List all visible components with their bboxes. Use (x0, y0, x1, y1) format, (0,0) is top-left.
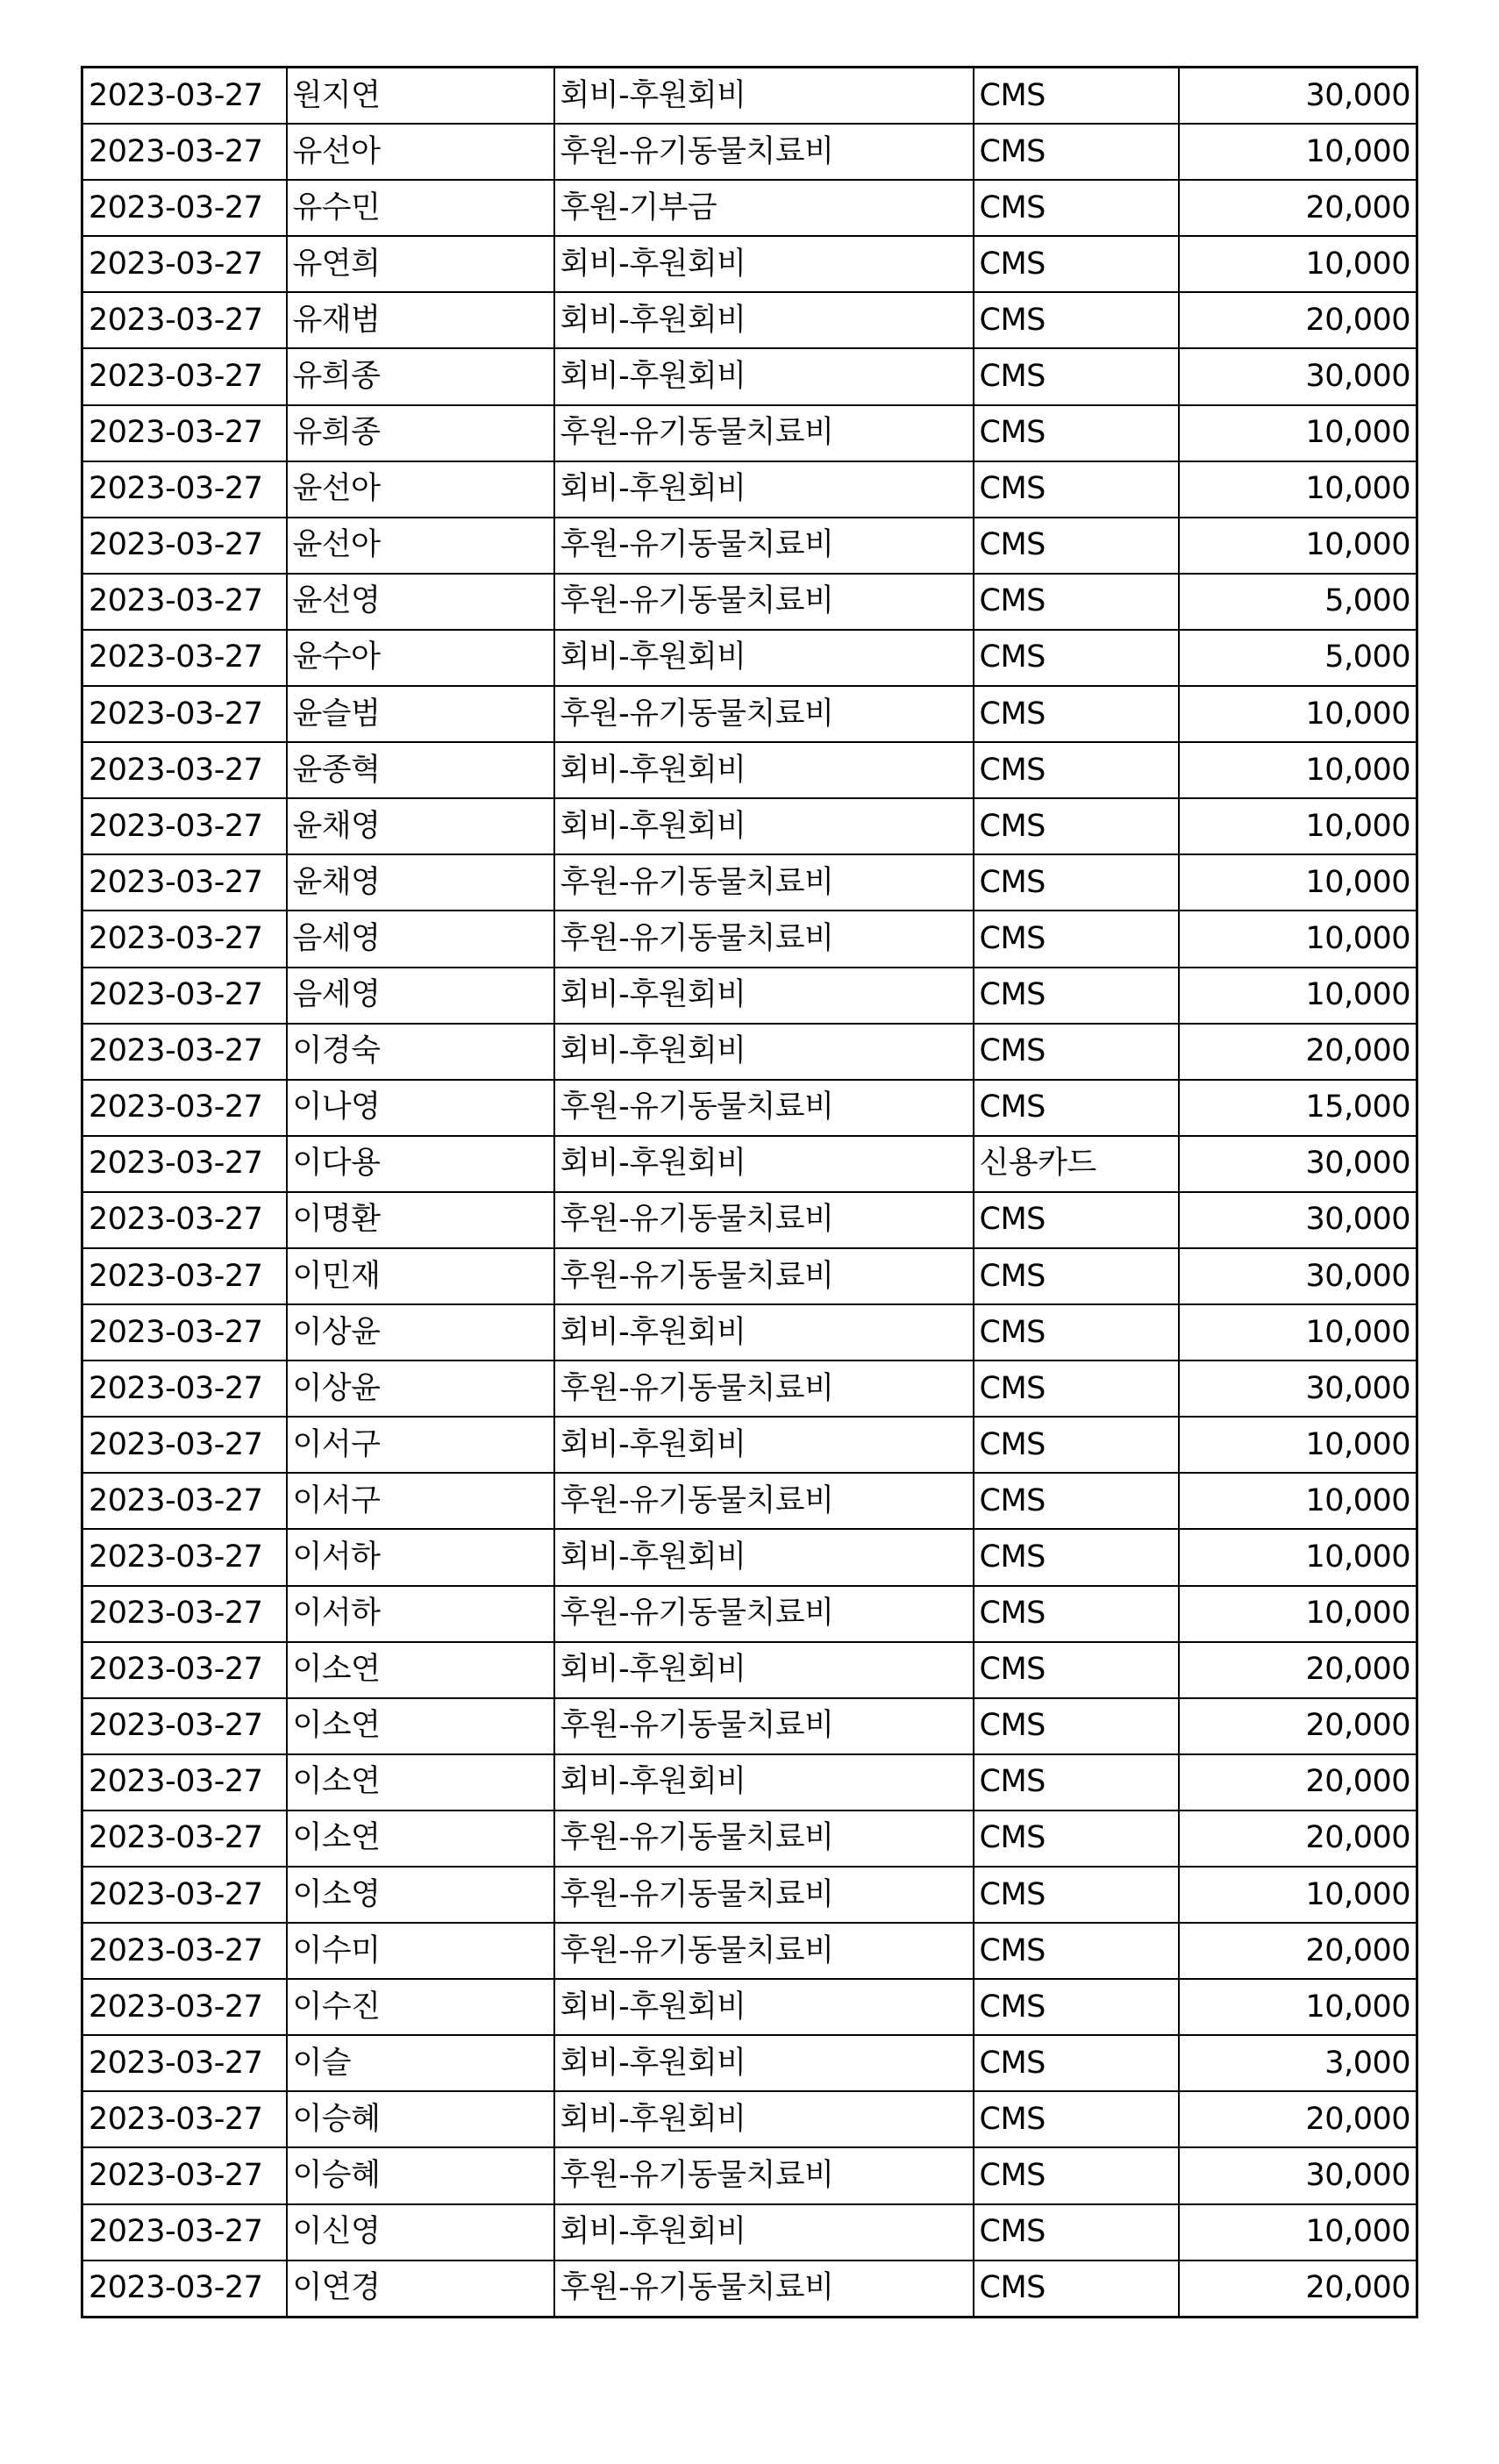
payment-method-cell: CMS (974, 1979, 1179, 2035)
payment-method-cell: CMS (974, 292, 1179, 348)
payment-method-cell: CMS (974, 1586, 1179, 1642)
payment-method-cell: CMS (974, 236, 1179, 292)
date-cell: 2023-03-27 (82, 1024, 287, 1080)
amount-cell: 10,000 (1179, 1979, 1417, 2035)
payment-method-cell: CMS (974, 2147, 1179, 2203)
category-cell: 후원-유기동물치료비 (554, 911, 974, 967)
date-cell: 2023-03-27 (82, 686, 287, 742)
amount-cell: 5,000 (1179, 574, 1417, 630)
payment-method-cell: CMS (974, 1417, 1179, 1473)
donor-name-cell: 유수민 (287, 180, 554, 236)
payment-method-cell: CMS (974, 1473, 1179, 1529)
category-cell: 회비-후원회비 (554, 2204, 974, 2260)
payment-method-cell: 신용카드 (974, 1136, 1179, 1192)
amount-cell: 10,000 (1179, 1473, 1417, 1529)
date-cell: 2023-03-27 (82, 1361, 287, 1417)
amount-cell: 20,000 (1179, 1024, 1417, 1080)
donor-name-cell: 이명환 (287, 1192, 554, 1248)
amount-cell: 10,000 (1179, 854, 1417, 911)
donor-name-cell: 이서구 (287, 1473, 554, 1529)
amount-cell: 20,000 (1179, 1642, 1417, 1698)
donor-name-cell: 윤채영 (287, 798, 554, 854)
payment-method-cell: CMS (974, 2204, 1179, 2260)
category-cell: 회비-후원회비 (554, 68, 974, 125)
date-cell: 2023-03-27 (82, 854, 287, 911)
date-cell: 2023-03-27 (82, 461, 287, 518)
table-row (82, 124, 1417, 180)
category-cell: 후원-유기동물치료비 (554, 518, 974, 574)
date-cell: 2023-03-27 (82, 1754, 287, 1811)
table-row (82, 2204, 1417, 2260)
payment-method-cell: CMS (974, 798, 1179, 854)
category-cell: 후원-유기동물치료비 (554, 2260, 974, 2318)
donor-name-cell: 이수미 (287, 1923, 554, 1979)
amount-cell: 10,000 (1179, 968, 1417, 1024)
date-cell: 2023-03-27 (82, 1136, 287, 1192)
payment-method-cell: CMS (974, 180, 1179, 236)
category-cell: 회비-후원회비 (554, 798, 974, 854)
table-row (82, 1192, 1417, 1248)
amount-cell: 20,000 (1179, 2260, 1417, 2318)
amount-cell: 10,000 (1179, 1304, 1417, 1361)
amount-cell: 15,000 (1179, 1080, 1417, 1136)
payment-method-cell: CMS (974, 2260, 1179, 2318)
table-row (82, 1811, 1417, 1867)
amount-cell: 10,000 (1179, 461, 1417, 518)
table-row (82, 630, 1417, 686)
category-cell: 후원-유기동물치료비 (554, 405, 974, 461)
date-cell: 2023-03-27 (82, 2260, 287, 2318)
table-row (82, 292, 1417, 348)
amount-cell: 10,000 (1179, 1529, 1417, 1585)
payment-method-cell: CMS (974, 1811, 1179, 1867)
payment-method-cell: CMS (974, 1529, 1179, 1585)
amount-cell: 30,000 (1179, 1136, 1417, 1192)
date-cell: 2023-03-27 (82, 574, 287, 630)
amount-cell: 10,000 (1179, 2204, 1417, 2260)
category-cell: 후원-유기동물치료비 (554, 854, 974, 911)
date-cell: 2023-03-27 (82, 1248, 287, 1304)
category-cell: 후원-유기동물치료비 (554, 1248, 974, 1304)
category-cell: 후원-유기동물치료비 (554, 1923, 974, 1979)
table-row (82, 1080, 1417, 1136)
amount-cell: 30,000 (1179, 68, 1417, 125)
date-cell: 2023-03-27 (82, 798, 287, 854)
payment-method-cell: CMS (974, 1361, 1179, 1417)
amount-cell: 20,000 (1179, 1754, 1417, 1811)
category-cell: 회비-후원회비 (554, 742, 974, 798)
date-cell: 2023-03-27 (82, 348, 287, 404)
payment-method-cell: CMS (974, 1304, 1179, 1361)
category-cell: 후원-유기동물치료비 (554, 1811, 974, 1867)
date-cell: 2023-03-27 (82, 1080, 287, 1136)
table-row (82, 518, 1417, 574)
payment-method-cell: CMS (974, 461, 1179, 518)
donor-name-cell: 이승혜 (287, 2147, 554, 2203)
category-cell: 후원-유기동물치료비 (554, 1192, 974, 1248)
donor-name-cell: 윤채영 (287, 854, 554, 911)
date-cell: 2023-03-27 (82, 911, 287, 967)
amount-cell: 10,000 (1179, 1417, 1417, 1473)
donation-ledger-table (81, 66, 1418, 2318)
category-cell: 회비-후원회비 (554, 292, 974, 348)
table-row (82, 1529, 1417, 1585)
payment-method-cell: CMS (974, 348, 1179, 404)
category-cell: 회비-후원회비 (554, 461, 974, 518)
table-row (82, 180, 1417, 236)
table-row (82, 1248, 1417, 1304)
table-row (82, 1642, 1417, 1698)
amount-cell: 30,000 (1179, 1361, 1417, 1417)
donor-name-cell: 이나영 (287, 1080, 554, 1136)
table-row (82, 911, 1417, 967)
donor-name-cell: 이서하 (287, 1586, 554, 1642)
payment-method-cell: CMS (974, 1698, 1179, 1754)
date-cell: 2023-03-27 (82, 1811, 287, 1867)
amount-cell: 10,000 (1179, 686, 1417, 742)
amount-cell: 30,000 (1179, 1248, 1417, 1304)
donor-name-cell: 이소연 (287, 1811, 554, 1867)
table-row (82, 1304, 1417, 1361)
payment-method-cell: CMS (974, 630, 1179, 686)
category-cell: 후원-유기동물치료비 (554, 574, 974, 630)
donor-name-cell: 원지연 (287, 68, 554, 125)
donor-name-cell: 이승혜 (287, 2091, 554, 2147)
payment-method-cell: CMS (974, 1642, 1179, 1698)
table-row (82, 1417, 1417, 1473)
payment-method-cell: CMS (974, 1192, 1179, 1248)
amount-cell: 10,000 (1179, 1867, 1417, 1923)
table-row (82, 1361, 1417, 1417)
amount-cell: 10,000 (1179, 518, 1417, 574)
date-cell: 2023-03-27 (82, 742, 287, 798)
payment-method-cell: CMS (974, 518, 1179, 574)
table-row (82, 854, 1417, 911)
amount-cell: 20,000 (1179, 1811, 1417, 1867)
table-row (82, 1923, 1417, 1979)
category-cell: 후원-유기동물치료비 (554, 1698, 974, 1754)
table-row (82, 405, 1417, 461)
category-cell: 회비-후원회비 (554, 2035, 974, 2091)
category-cell: 회비-후원회비 (554, 2091, 974, 2147)
category-cell: 회비-후원회비 (554, 1304, 974, 1361)
donor-name-cell: 이민재 (287, 1248, 554, 1304)
category-cell: 회비-후원회비 (554, 630, 974, 686)
donor-name-cell: 윤종혁 (287, 742, 554, 798)
date-cell: 2023-03-27 (82, 1304, 287, 1361)
date-cell: 2023-03-27 (82, 1979, 287, 2035)
date-cell: 2023-03-27 (82, 2204, 287, 2260)
payment-method-cell: CMS (974, 1867, 1179, 1923)
amount-cell: 30,000 (1179, 1192, 1417, 1248)
donor-name-cell: 이연경 (287, 2260, 554, 2318)
donor-name-cell: 음세영 (287, 968, 554, 1024)
table-row (82, 68, 1417, 125)
payment-method-cell: CMS (974, 574, 1179, 630)
category-cell: 후원-유기동물치료비 (554, 1586, 974, 1642)
donor-name-cell: 이상윤 (287, 1361, 554, 1417)
payment-method-cell: CMS (974, 1080, 1179, 1136)
date-cell: 2023-03-27 (82, 1867, 287, 1923)
date-cell: 2023-03-27 (82, 1529, 287, 1585)
table-row (82, 2035, 1417, 2091)
date-cell: 2023-03-27 (82, 1417, 287, 1473)
donor-name-cell: 이슬 (287, 2035, 554, 2091)
payment-method-cell: CMS (974, 854, 1179, 911)
table-row (82, 1586, 1417, 1642)
donor-name-cell: 이경숙 (287, 1024, 554, 1080)
table-row (82, 1754, 1417, 1811)
category-cell: 회비-후원회비 (554, 1136, 974, 1192)
donor-name-cell: 음세영 (287, 911, 554, 967)
donor-name-cell: 윤선영 (287, 574, 554, 630)
category-cell: 회비-후원회비 (554, 1529, 974, 1585)
amount-cell: 30,000 (1179, 2147, 1417, 2203)
donor-name-cell: 유선아 (287, 124, 554, 180)
donor-name-cell: 윤선아 (287, 518, 554, 574)
date-cell: 2023-03-27 (82, 2147, 287, 2203)
payment-method-cell: CMS (974, 2091, 1179, 2147)
table-row (82, 461, 1417, 518)
table-row (82, 2147, 1417, 2203)
donor-name-cell: 윤수아 (287, 630, 554, 686)
category-cell: 후원-유기동물치료비 (554, 2147, 974, 2203)
date-cell: 2023-03-27 (82, 1923, 287, 1979)
amount-cell: 5,000 (1179, 630, 1417, 686)
category-cell: 회비-후원회비 (554, 1417, 974, 1473)
category-cell: 후원-유기동물치료비 (554, 1473, 974, 1529)
category-cell: 회비-후원회비 (554, 236, 974, 292)
donor-name-cell: 이서하 (287, 1529, 554, 1585)
category-cell: 회비-후원회비 (554, 1642, 974, 1698)
payment-method-cell: CMS (974, 911, 1179, 967)
table-row (82, 1024, 1417, 1080)
date-cell: 2023-03-27 (82, 630, 287, 686)
date-cell: 2023-03-27 (82, 124, 287, 180)
amount-cell: 10,000 (1179, 236, 1417, 292)
ledger-body (82, 68, 1417, 2318)
donor-name-cell: 이소영 (287, 1867, 554, 1923)
payment-method-cell: CMS (974, 1024, 1179, 1080)
amount-cell: 20,000 (1179, 2091, 1417, 2147)
date-cell: 2023-03-27 (82, 1473, 287, 1529)
table-row (82, 1867, 1417, 1923)
amount-cell: 30,000 (1179, 348, 1417, 404)
table-row (82, 236, 1417, 292)
amount-cell: 20,000 (1179, 292, 1417, 348)
payment-method-cell: CMS (974, 742, 1179, 798)
category-cell: 후원-기부금 (554, 180, 974, 236)
date-cell: 2023-03-27 (82, 1192, 287, 1248)
category-cell: 회비-후원회비 (554, 968, 974, 1024)
date-cell: 2023-03-27 (82, 236, 287, 292)
date-cell: 2023-03-27 (82, 2035, 287, 2091)
payment-method-cell: CMS (974, 2035, 1179, 2091)
amount-cell: 20,000 (1179, 1923, 1417, 1979)
payment-method-cell: CMS (974, 68, 1179, 125)
table-row (82, 798, 1417, 854)
donor-name-cell: 윤선아 (287, 461, 554, 518)
date-cell: 2023-03-27 (82, 1586, 287, 1642)
date-cell: 2023-03-27 (82, 292, 287, 348)
donor-name-cell: 이소연 (287, 1754, 554, 1811)
amount-cell: 10,000 (1179, 742, 1417, 798)
amount-cell: 20,000 (1179, 1698, 1417, 1754)
table-row (82, 2091, 1417, 2147)
category-cell: 후원-유기동물치료비 (554, 1080, 974, 1136)
payment-method-cell: CMS (974, 1754, 1179, 1811)
category-cell: 회비-후원회비 (554, 1024, 974, 1080)
payment-method-cell: CMS (974, 124, 1179, 180)
date-cell: 2023-03-27 (82, 405, 287, 461)
table-row (82, 742, 1417, 798)
amount-cell: 10,000 (1179, 798, 1417, 854)
category-cell: 후원-유기동물치료비 (554, 124, 974, 180)
category-cell: 회비-후원회비 (554, 348, 974, 404)
donor-name-cell: 유희종 (287, 405, 554, 461)
date-cell: 2023-03-27 (82, 968, 287, 1024)
donor-name-cell: 유연희 (287, 236, 554, 292)
table-row (82, 348, 1417, 404)
donor-name-cell: 이상윤 (287, 1304, 554, 1361)
payment-method-cell: CMS (974, 1248, 1179, 1304)
table-row (82, 1136, 1417, 1192)
amount-cell: 10,000 (1179, 405, 1417, 461)
amount-cell: 10,000 (1179, 911, 1417, 967)
donor-name-cell: 유희종 (287, 348, 554, 404)
table-row (82, 1979, 1417, 2035)
payment-method-cell: CMS (974, 686, 1179, 742)
date-cell: 2023-03-27 (82, 518, 287, 574)
category-cell: 후원-유기동물치료비 (554, 1361, 974, 1417)
donor-name-cell: 이수진 (287, 1979, 554, 2035)
amount-cell: 20,000 (1179, 180, 1417, 236)
donor-name-cell: 이다용 (287, 1136, 554, 1192)
table-row (82, 1473, 1417, 1529)
donor-name-cell: 윤슬범 (287, 686, 554, 742)
donor-name-cell: 이신영 (287, 2204, 554, 2260)
payment-method-cell: CMS (974, 1923, 1179, 1979)
category-cell: 후원-유기동물치료비 (554, 686, 974, 742)
donor-name-cell: 유재범 (287, 292, 554, 348)
table-row (82, 1698, 1417, 1754)
payment-method-cell: CMS (974, 968, 1179, 1024)
category-cell: 후원-유기동물치료비 (554, 1867, 974, 1923)
donor-name-cell: 이소연 (287, 1698, 554, 1754)
category-cell: 회비-후원회비 (554, 1979, 974, 2035)
date-cell: 2023-03-27 (82, 180, 287, 236)
table-row (82, 574, 1417, 630)
date-cell: 2023-03-27 (82, 2091, 287, 2147)
table-row (82, 968, 1417, 1024)
donor-name-cell: 이소연 (287, 1642, 554, 1698)
category-cell: 회비-후원회비 (554, 1754, 974, 1811)
amount-cell: 3,000 (1179, 2035, 1417, 2091)
payment-method-cell: CMS (974, 405, 1179, 461)
table-row (82, 2260, 1417, 2318)
amount-cell: 10,000 (1179, 1586, 1417, 1642)
date-cell: 2023-03-27 (82, 1642, 287, 1698)
table-row (82, 686, 1417, 742)
donor-name-cell: 이서구 (287, 1417, 554, 1473)
amount-cell: 10,000 (1179, 124, 1417, 180)
date-cell: 2023-03-27 (82, 68, 287, 125)
date-cell: 2023-03-27 (82, 1698, 287, 1754)
